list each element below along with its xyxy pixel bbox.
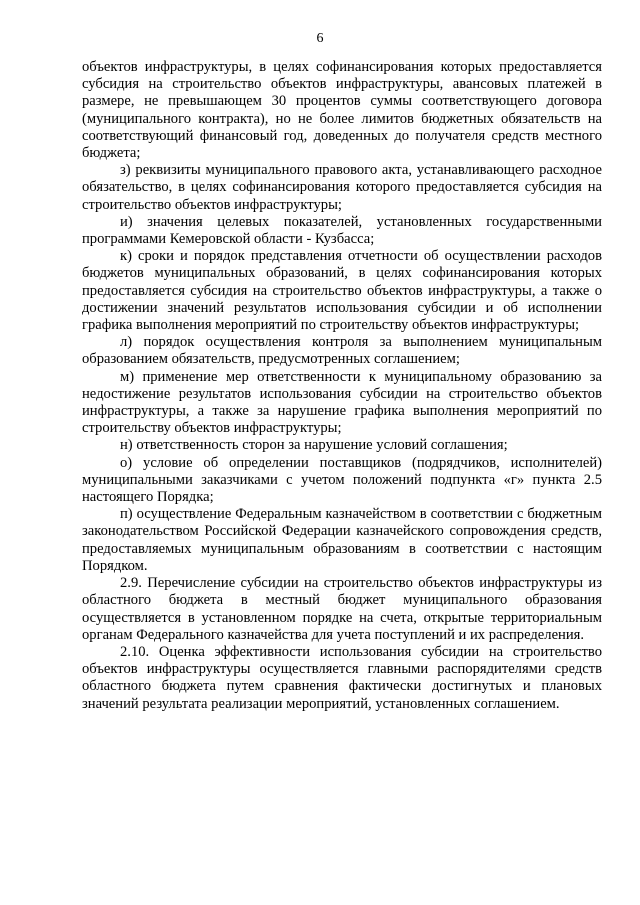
page-number: 6 — [316, 31, 324, 46]
paragraph-item-n: н) ответственность сторон за нарушение условий соглашения; — [120, 437, 508, 454]
paragraph-item-z: з) реквизиты муниципального правового акта, устанавливающего расходное обязательство, в целях софинансирования которого предоставляется субсидия на строительство объектов инфраструктуры; — [82, 162, 602, 213]
paragraph-item-o: о) условие об определении поставщиков (подрядчиков, исполнителей) муниципальными заказчиками с учетом положений подпункта «г» пункта 2.5 настоящего Порядка; — [82, 454, 602, 506]
paragraph-item-m: м) применение мер ответственности к муниципальному образованию за недостижение результатов использования субсидии на строительство объектов инфраструктуры, а также за нарушение графика выполнения мероприятий по строительству объектов инфраструктуры; — [82, 368, 602, 437]
paragraph-item-k: к) сроки и порядок представления отчетности об осуществлении расходов бюджетов муниципальных образований, в целях софинансирования которых предоставляется субсидия на строительство объектов инфраструктуры, а также о достижении значений результатов использования субсидии и об исполнении графика выполнения мероприятий по строительству объектов инфраструктуры; — [82, 248, 602, 334]
paragraph-item-p: п) осуществление Федеральным казначейством в соответствии с бюджетным законодательством Российской Федерации казначейского сопровождения средств, предоставляемых муниципальным образованиям в соответствии с настоящим Порядком. — [82, 506, 602, 574]
paragraph-section-2-9: 2.9. Перечисление субсидии на строительство объектов инфраструктуры из областного бюджета в местный бюджет муниципального образования осуществляется в установленном порядке на счета, открытые территориальным органам Федерального казначейства для учета поступлений и их распределения. — [82, 575, 602, 643]
document-body — [82, 59, 602, 713]
paragraph-continuation: объектов инфраструктуры, в целях софинансирования которых предоставляется субсидия на строительство объектов инфраструктуры, авансовых платежей в размере, не превышающем 30 процентов суммы соответствующего договора (муниципального контракта), но не более лимитов бюджетных обязательств на соответствующий финансовый год, доведенных до получателя средств местного бюджета; — [82, 59, 602, 162]
paragraph-item-i: и) значения целевых показателей, установленных государственными программами Кемеровской области - Кузбасса; — [82, 213, 602, 248]
paragraph-item-l: л) порядок осуществления контроля за выполнением муниципальным образованием обязательств, предусмотренных соглашением; — [82, 334, 602, 368]
paragraph-section-2-10: 2.10. Оценка эффективности использования субсидии на строительство объектов инфраструктуры осуществляется главными распорядителями средств областного бюджета путем сравнения фактически достигнутых и плановых значений результата реализации мероприятий, установленных соглашением. — [82, 643, 602, 712]
